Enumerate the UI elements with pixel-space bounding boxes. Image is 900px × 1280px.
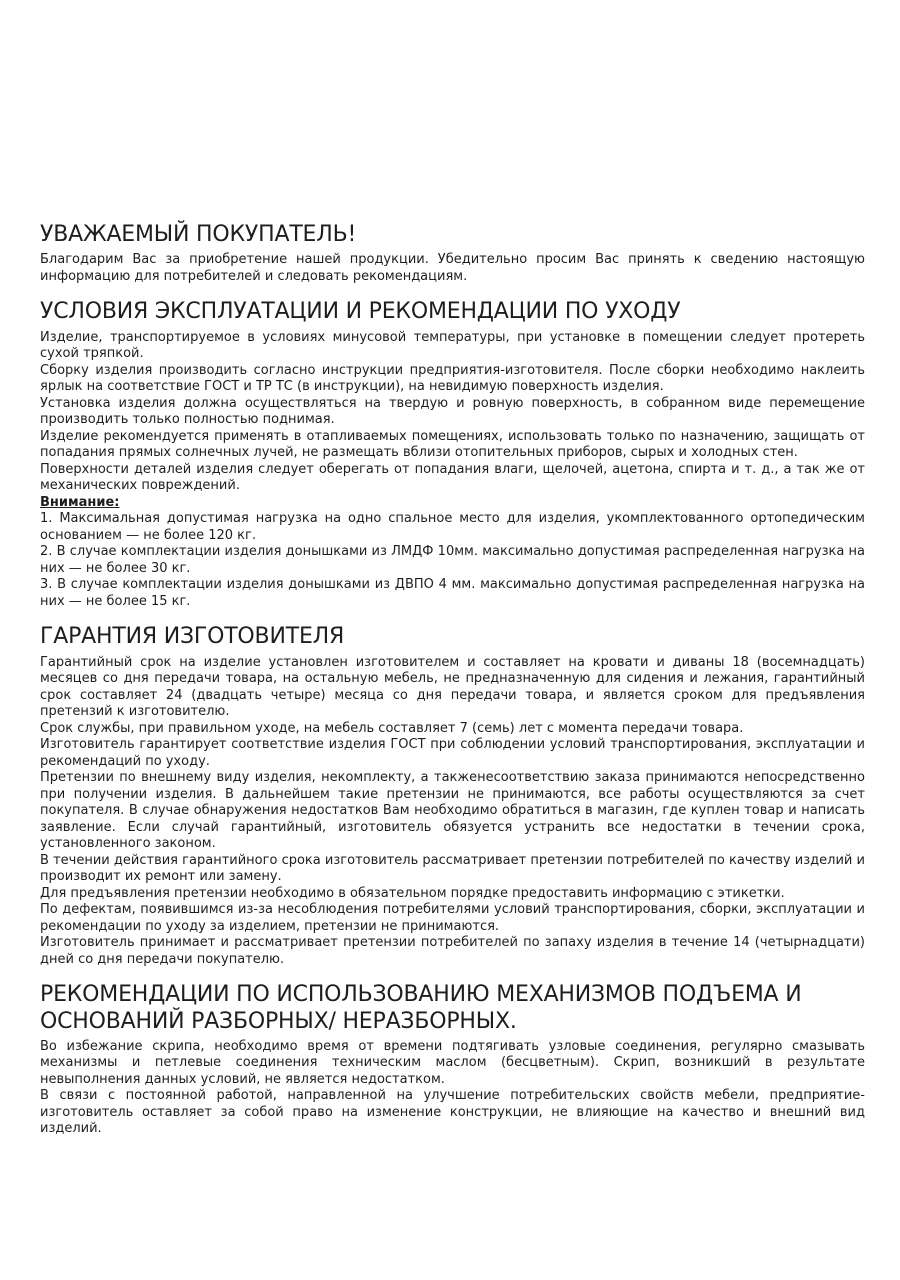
- paragraph: Изготовитель принимает и рассматривает претензии потребителей по запаху изделия в течение 14 (четырнадцати) дней со дня передачи покупателю.: [40, 935, 865, 967]
- paragraph: Изготовитель гарантирует соответствие изделия ГОСТ при соблюдении условий транспортирования, эксплуатации и рекомендаций по уходу.: [40, 737, 865, 769]
- section-heading-greeting: УВАЖАЕМЫЙ ПОКУПАТЕЛЬ!: [40, 222, 357, 247]
- attention-item: 1. Максимальная допустимая нагрузка на одно спальное место для изделия, укомплектованного ортопедическим основанием — не более 120 кг.: [40, 511, 865, 543]
- paragraph: Изделие рекомендуется применять в отапливаемых помещениях, использовать только по назначению, защищать от попадания прямых солнечных лучей, не размещать вблизи отопительных приборов, сырых и холодных стен.: [40, 428, 865, 461]
- section-usage-conditions: [40, 299, 865, 610]
- attention-label: Внимание:: [40, 494, 120, 510]
- paragraph: Гарантийный срок на изделие установлен изготовителем и составляет на кровати и диваны 18 (восемнадцать) месяцев со дня передачи товара, на остальную мебель, не предназначенную для сидения и лежания, гарантийный срок составляет 24 (двадцать четыре) месяца со дня передачи товара, и является сроком для предъявления претензий к изготовителю.: [40, 654, 865, 720]
- section-heading-mechanisms: РЕКОМЕНДАЦИИ ПО ИСПОЛЬЗОВАНИЮ МЕХАНИЗМОВ ПОДЪЕМА И ОСНОВАНИЙ РАЗБОРНЫХ/ НЕРАЗБОРНЫХ.: [40, 982, 802, 1034]
- paragraph: Срок службы, при правильном уходе, на мебель составляет 7 (семь) лет с момента передачи товара.: [40, 720, 744, 736]
- paragraph: Поверхности деталей изделия следует оберегать от попадания влаги, щелочей, ацетона, спирта и т. д., а так же от механических повреждений.: [40, 461, 865, 494]
- paragraph: По дефектам, появившимся из-за несоблюдения потребителями условий транспортирования, сборки, эксплуатации и рекомендации по уходу за изделием, претензии не принимаются.: [40, 902, 865, 934]
- section-heading-usage-conditions: УСЛОВИЯ ЭКСПЛУАТАЦИИ И РЕКОМЕНДАЦИИ ПО УХОДУ: [40, 299, 681, 325]
- section-warranty: [40, 624, 865, 968]
- paragraph: Для предъявления претензии необходимо в обязательном порядке предоставить информацию с этикетки.: [40, 885, 785, 901]
- paragraph: Во избежание скрипа, необходимо время от времени подтягивать узловые соединения, регулярно смазывать механизмы и петлевые соединения техническим маслом (бесцветным). Скрип, возникший в результате невыполнения данных условий, не является недостатком.: [40, 1038, 865, 1087]
- section-heading-warranty: ГАРАНТИЯ ИЗГОТОВИТЕЛЯ: [40, 624, 345, 650]
- section-greeting: [40, 222, 865, 285]
- paragraph: Установка изделия должна осуществляться на твердую и ровную поверхность, в собранном виде перемещение производить только полностью поднимая.: [40, 395, 865, 428]
- paragraph: В течении действия гарантийного срока изготовитель рассматривает претензии потребителей по качеству изделий и производит их ремонт или замену.: [40, 852, 865, 885]
- paragraph: Сборку изделия производить согласно инструкции предприятия-изготовителя. После сборки необходимо наклеить ярлык на соответствие ГОСТ и ТР ТС (в инструкции), на невидимую поверхность изделия.: [40, 362, 865, 395]
- paragraph: Изделие, транспортируемое в условиях минусовой температуры, при установке в помещении следует протереть сухой тряпкой.: [40, 329, 865, 362]
- paragraph: Претензии по внешнему виду изделия, некомплекту, а такженесоответствию заказа принимаются непосредственно при получении изделия. В дальнейшем такие претензии не принимаются, все работы осуществляются за счет покупателя. В случае обнаружения недостатков Вам необходимо обратиться в магазин, где куплен товар и написать заявление. Если случай гарантийный, изготовитель обязуется устранить все недостатки в течении срока, установленного законом.: [40, 770, 865, 852]
- attention-item: 2. В случае комплектации изделия донышками из ЛМДФ 10мм. максимально допустимая распределенная нагрузка на них — не более 30 кг.: [40, 544, 865, 576]
- attention-item: 3. В случае комплектации изделия донышками из ДВПО 4 мм. максимально допустимая распределенная нагрузка на них — не более 15 кг.: [40, 577, 865, 609]
- section-mechanisms-recommendations: [40, 982, 865, 1138]
- paragraph: В связи с постоянной работой, направленной на улучшение потребительских свойств мебели, предприятие-изготовитель оставляет за собой право на изменение конструкции, не влияющие на качество и внешний вид изделий.: [40, 1088, 865, 1137]
- paragraph: Благодарим Вас за приобретение нашей продукции. Убедительно просим Вас принять к сведению настоящую информацию для потребителей и следовать рекомендациям.: [40, 252, 865, 284]
